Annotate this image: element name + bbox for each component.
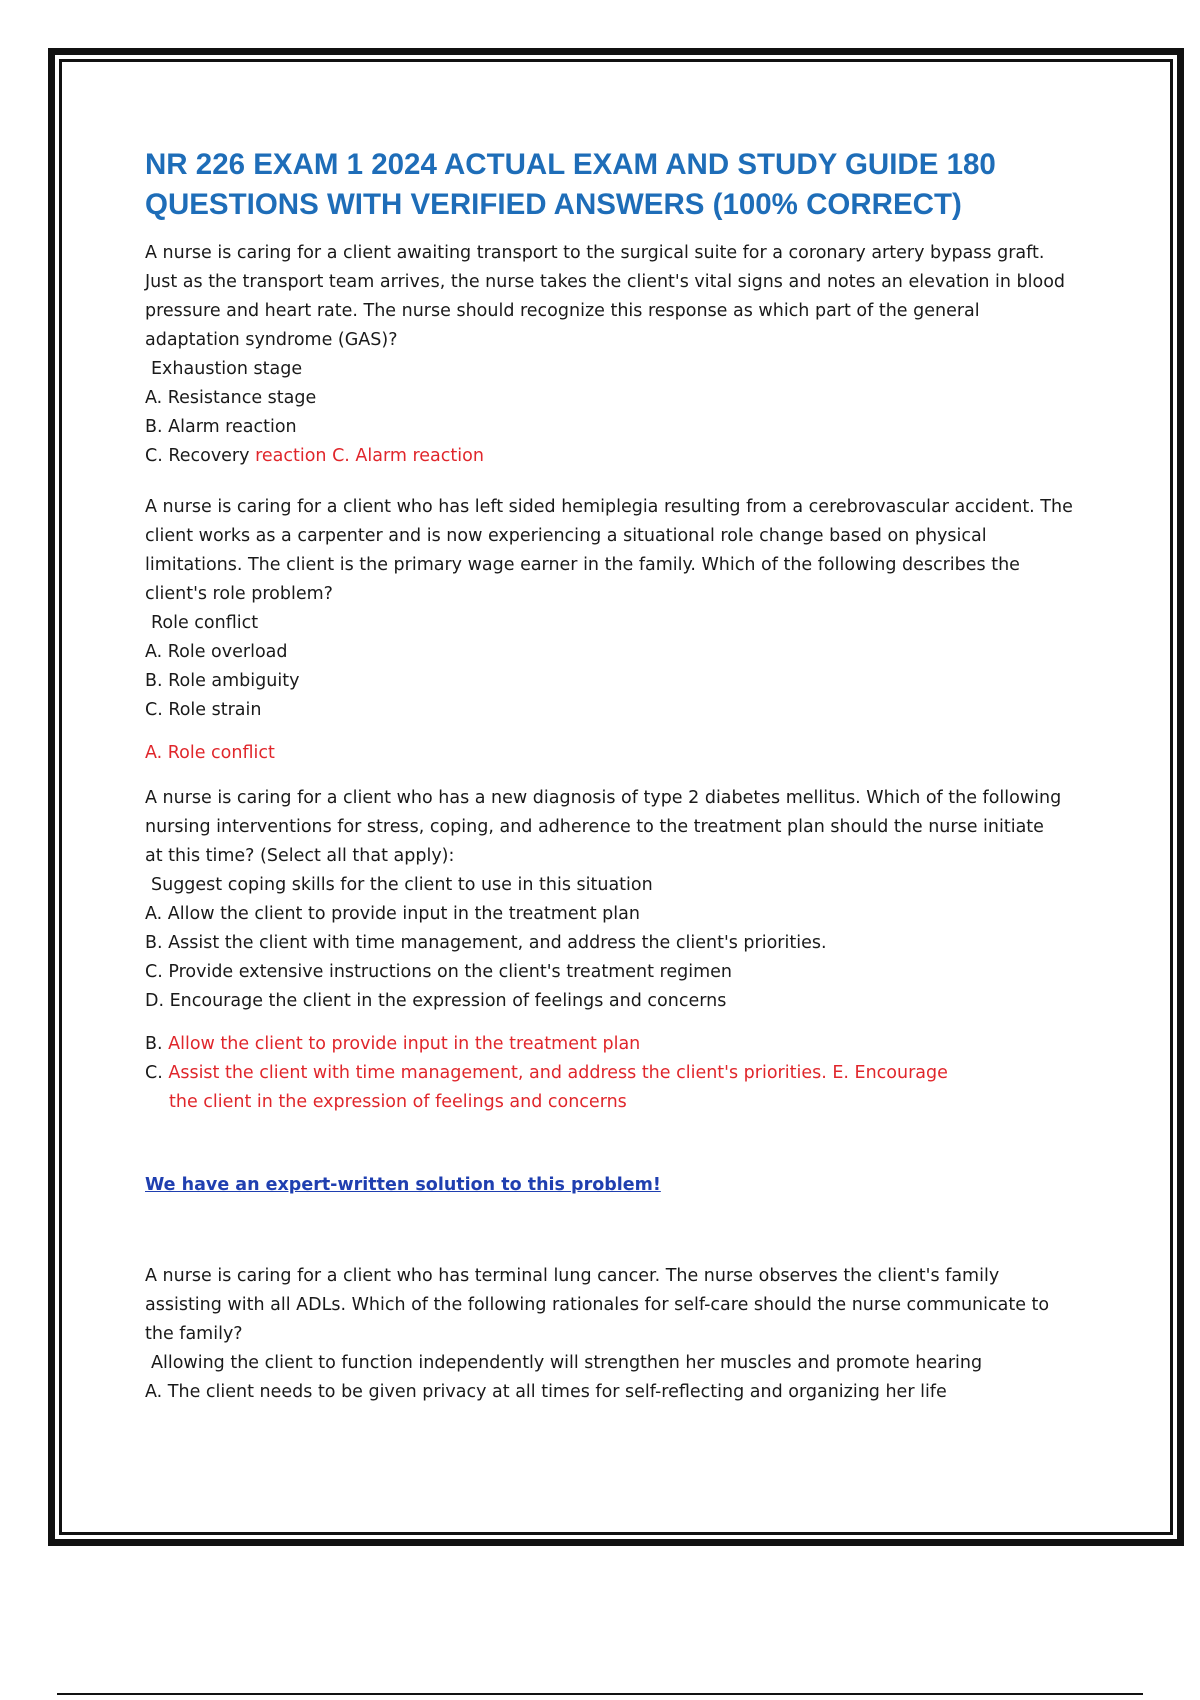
document-title: NR 226 EXAM 1 2024 ACTUAL EXAM AND STUDY GUIDE 180 QUESTIONS WITH VERIFIED ANSWERS (100% CORRECT) [145, 148, 996, 221]
question-3-answer-c-text: Assist the client with time management, and address the client's priorities. E. Encourage [168, 1063, 948, 1083]
question-1-option-c-text: C. Recovery [145, 446, 256, 466]
question-2 [145, 493, 1095, 768]
question-2-line-2: client works as a carpenter and is now experiencing a situational role change based on physical [145, 526, 987, 546]
question-1-line-4: adaptation syndrome (GAS)? [145, 330, 398, 350]
question-1-first-option: Exhaustion stage [151, 359, 303, 379]
question-4-line-1: A nurse is caring for a client who has terminal lung cancer. The nurse observes the client's family [145, 1266, 1000, 1286]
question-3-answer-b-text: Allow the client to provide input in the treatment plan [168, 1034, 641, 1054]
question-2-option-a: A. Role overload [145, 642, 288, 662]
question-1-option-c [145, 442, 1095, 471]
question-3-line-2: nursing interventions for stress, coping, and adherence to the treatment plan should the nurse initiate [145, 817, 1044, 837]
question-4-line-2: assisting with all ADLs. Which of the following rationales for self-care should the nurse communicate to [145, 1295, 1050, 1315]
expert-solution-link[interactable]: We have an expert-written solution to this problem! [145, 1175, 661, 1195]
question-4-first-option: Allowing the client to function independently will strengthen her muscles and promote hearing [151, 1353, 983, 1373]
question-3-option-b: B. Assist the client with time management, and address the client's priorities. [145, 933, 827, 953]
question-2-line-4: client's role problem? [145, 584, 333, 604]
question-3-line-1: A nurse is caring for a client who has a new diagnosis of type 2 diabetes mellitus. Which of the following [145, 788, 1062, 808]
question-2-line-3: limitations. The client is the primary wage earner in the family. Which of the following describes the [145, 555, 1020, 575]
question-3-answer-c [145, 1059, 1095, 1088]
question-1-line-2: Just as the transport team arrives, the nurse takes the client's vital signs and notes an elevation in blood [145, 272, 1066, 292]
question-1-option-b: B. Alarm reaction [145, 417, 297, 437]
question-1-line-1: A nurse is caring for a client awaiting transport to the surgical suite for a coronary artery bypass graft. [145, 243, 1045, 263]
question-2-first-option: Role conflict [151, 613, 259, 633]
question-1-option-a: A. Resistance stage [145, 388, 317, 408]
question-4-option-a: A. The client needs to be given privacy at all times for self-reflecting and organizing her life [145, 1382, 947, 1402]
question-2-option-b: B. Role ambiguity [145, 671, 300, 691]
question-2-option-c: C. Role strain [145, 700, 262, 720]
document-content [145, 145, 1095, 1407]
question-3-line-3: at this time? (Select all that apply): [145, 846, 455, 866]
question-3-answer-b [145, 1030, 1095, 1059]
bottom-rule [57, 1693, 1143, 1695]
question-3-option-a: A. Allow the client to provide input in the treatment plan [145, 904, 640, 924]
question-4-line-3: the family? [145, 1324, 243, 1344]
question-3-answers [145, 1030, 1095, 1117]
question-3-option-c: C. Provide extensive instructions on the client's treatment regimen [145, 962, 733, 982]
question-1-line-3: pressure and heart rate. The nurse should recognize this response as which part of the general [145, 301, 980, 321]
question-2-line-1: A nurse is caring for a client who has left sided hemiplegia resulting from a cerebrovascular accident. The [145, 497, 1073, 517]
question-2-answer: A. Role conflict [145, 743, 275, 763]
question-1 [145, 239, 1095, 471]
question-3-first-option: Suggest coping skills for the client to use in this situation [151, 875, 653, 895]
question-3 [145, 784, 1095, 1117]
question-3-answer-c-continued: the client in the expression of feelings and concerns [169, 1092, 627, 1112]
question-1-answer: reaction C. Alarm reaction [255, 446, 484, 466]
question-3-answer-b-prefix: B. [145, 1034, 169, 1054]
question-3-option-d: D. Encourage the client in the expression of feelings and concerns [145, 991, 727, 1011]
question-4 [145, 1262, 1095, 1407]
question-3-answer-c-prefix: C. [145, 1063, 169, 1083]
